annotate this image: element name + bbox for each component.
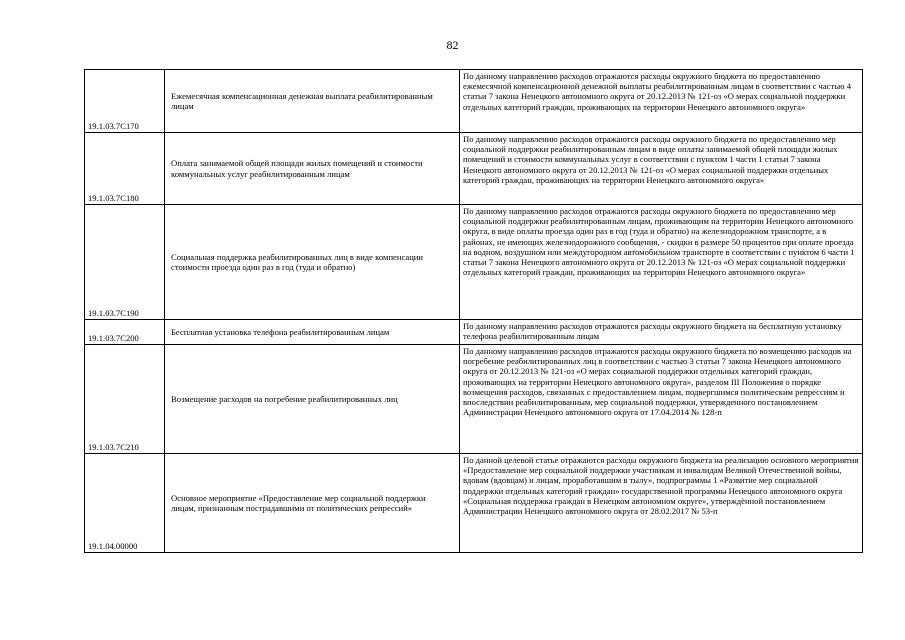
target-article-description: По данному направлению расходов отражаются расходы окружного бюджета по предоставлению мер социальной поддержки реабилитированным лицам, проживающим на территории Ненецкого автономного округа, в виде оплаты проезда один раз в год (туда и обратно) на железнодорожном транспорте, а в районах, не имеющих железнодорожного сообщения, - скидки в размере 50 процентов при оплате проезда на водном, воздушном или междугородном автомобильном транспорте в соответствии с пунктом 6 части 1 статьи 7 закона Ненецкого автономного округа от 20.12.2013 № 121-оз «О мерах социальной поддержки отдельных категорий граждан, проживающих на территории Ненецкого автономного округа» bbox=[460, 205, 863, 320]
target-article-name: Социальная поддержка реабилитированных лиц в виде компенсации стоимости проезда один раз в год (туда и обратно) bbox=[165, 205, 460, 320]
target-article-code: 19.1.03.7С200 bbox=[85, 320, 165, 345]
table-row bbox=[85, 454, 863, 553]
budget-classification-table bbox=[84, 69, 863, 553]
target-article-code: 19.1.04.00000 bbox=[85, 454, 165, 553]
table-row bbox=[85, 345, 863, 454]
target-article-description: По данному направлению расходов отражаются расходы окружного бюджета на бесплатную установку телефона реабилитированным лицам bbox=[460, 320, 863, 345]
table-row bbox=[85, 205, 863, 320]
target-article-code: 19.1.03.7С180 bbox=[85, 133, 165, 205]
target-article-name: Возмещение расходов на погребение реабилитированных лиц bbox=[165, 345, 460, 454]
target-article-name: Ежемесячная компенсационная денежная выплата реабилитированным лицам bbox=[165, 70, 460, 133]
target-article-name: Основное мероприятие «Предоставление мер социальной поддержки лицам, признанным пострадавшими от политических репрессий» bbox=[165, 454, 460, 553]
target-article-name: Бесплатная установка телефона реабилитированным лицам bbox=[165, 320, 460, 345]
target-article-description: По данной целевой статье отражаются расходы окружного бюджета на реализацию основного мероприятия «Предоставление мер социальной поддержки участникам и инвалидам Великой Отечественной войны, вдовам (вдовцам) и лицам, проработавшим в тылу», подпрограммы 1 «Развитие мер социальной поддержки отдельных категорий граждан» государственной программы Ненецкого автономного округа «Социальная поддержка граждан в Ненецком автономном округе», утверждённой постановлением Администрации Ненецкого автономного округа от 28.02.2017 № 53-п bbox=[460, 454, 863, 553]
target-article-description: По данному направлению расходов отражаются расходы окружного бюджета по предоставлению ежемесячной компенсационной денежной выплаты реабилитированным лицам в соответствии с частью 4 статьи 7 закона Ненецкого автономного округа от 20.12.2013 № 121-оз «О мерах социальной поддержки отдельных категорий граждан, проживающих на территории Ненецкого автономного округа» bbox=[460, 70, 863, 133]
target-article-code: 19.1.03.7С190 bbox=[85, 205, 165, 320]
target-article-code: 19.1.03.7С210 bbox=[85, 345, 165, 454]
page-number: 82 bbox=[446, 38, 459, 52]
table-row bbox=[85, 320, 863, 345]
target-article-code: 19.1.03.7С170 bbox=[85, 70, 165, 133]
target-article-description: По данному направлению расходов отражаются расходы окружного бюджета по предоставлению мер социальной поддержки реабилитированным лицам в виде оплаты занимаемой общей площади жилых помещений и стоимости коммунальных услуг в соответствии с пунктом 1 части 1 статьи 7 закона Ненецкого автономного округа от 20.12.2013 № 121-оз «О мерах социальной поддержки отдельных категорий граждан, проживающих на территории Ненецкого автономного округа» bbox=[460, 133, 863, 205]
table-row bbox=[85, 133, 863, 205]
table-row bbox=[85, 70, 863, 133]
target-article-description: По данному направлению расходов отражаются расходы окружного бюджета по возмещению расходов на погребение реабилитированных лиц в соответствии с частью 3 статьи 7 закона Ненецкого автономного округа от 20.12.2013 № 121-оз «О мерах социальной поддержки отдельных категорий граждан, проживающих на территории Ненецкого автономного округа», разделом III Положения о порядке возмещения расходов, связанных с предоставлением лицам, подвергшимся политическим репрессиям и впоследствии реабилитированным, мер социальной поддержки, утвержденного постановлением Администрации Ненецкого автономного округа от 17.04.2014 № 128-п bbox=[460, 345, 863, 454]
target-article-name: Оплата занимаемой общей площади жилых помещений и стоимости коммунальных услуг реабилитированным лицам bbox=[165, 133, 460, 205]
